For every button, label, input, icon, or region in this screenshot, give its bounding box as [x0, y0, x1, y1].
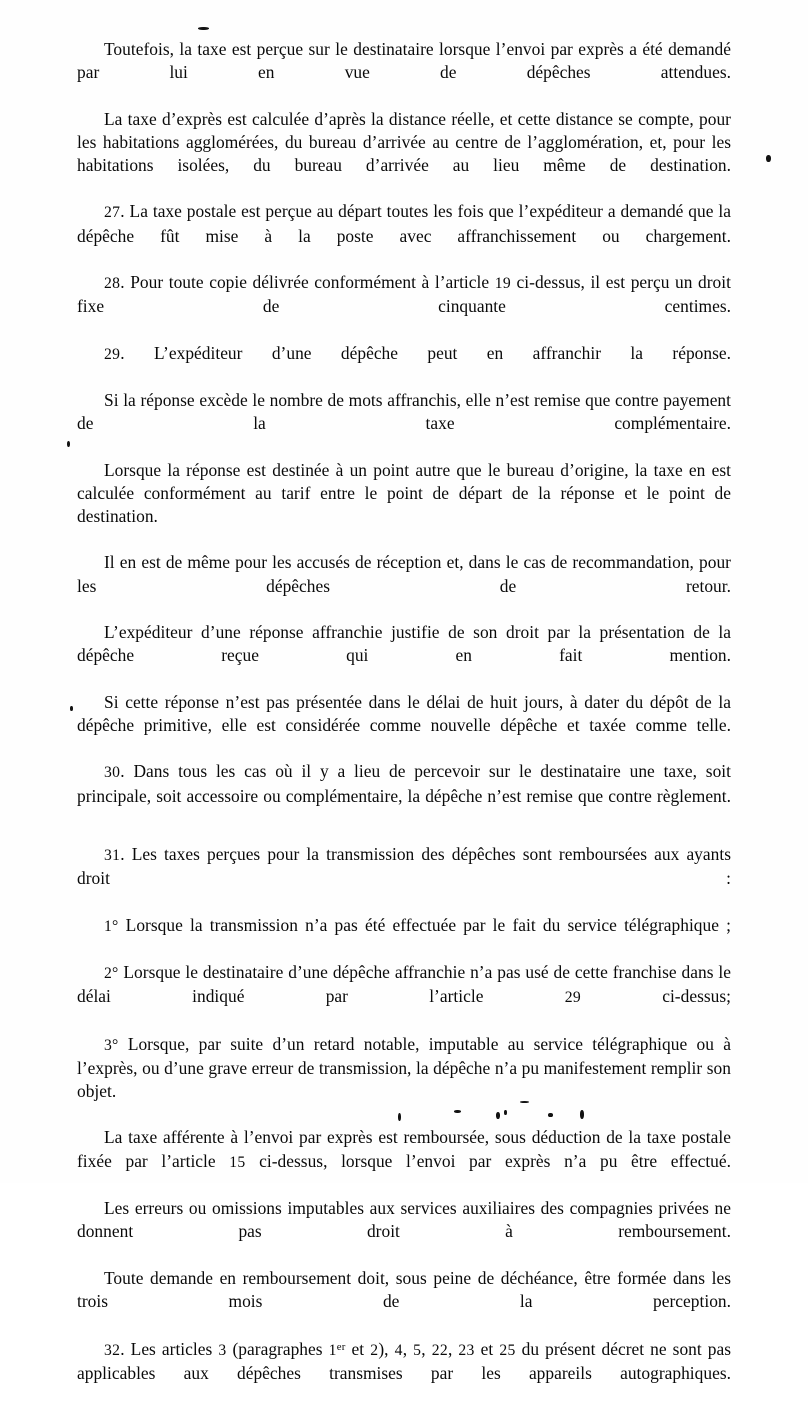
numeral: 19 — [494, 275, 511, 293]
numeral: 22 — [431, 1342, 448, 1360]
numeral: 27 — [104, 204, 121, 222]
speck-top-center — [198, 27, 209, 30]
paragraph: La taxe d’exprès est calculée d’après la distance réelle, et cette distance se compte, pour les habitations agglomérées, du bureau d’arrivée au centre de l’agglomération, et, pour les habitations isolées, du bureau d’arrivée au lieu même de destination. — [77, 108, 731, 176]
speck-below-text-1 — [398, 1113, 401, 1121]
numeral: 29 — [104, 345, 121, 363]
paragraph: Lorsque la réponse est destinée à un point autre que le bureau d’origine, la taxe en est calculée conformément au tarif entre le point de départ de la réponse et le point de destination. — [77, 459, 731, 527]
speck-left-edge-low — [70, 706, 73, 711]
paragraph: 1° Lorsque la transmission n’a pas été effectuée par le fait du service télégraphique ; — [104, 914, 731, 935]
paragraph: 29. L’expéditeur d’une dépêche peut en affranchir la réponse. — [104, 342, 731, 363]
numeral: 25 — [499, 1342, 516, 1360]
list-enumerator: 1° — [104, 917, 119, 935]
numeral: 28 — [104, 275, 121, 293]
paragraph: Toute demande en remboursement doit, sous peine de déchéance, être formée dans les trois mois de la perception. — [77, 1267, 731, 1311]
paragraph: 27. La taxe postale est perçue au départ toutes les fois que l’expéditeur a demandé que la dépêche fût mise à la poste avec affranchissement ou chargement. — [77, 201, 731, 246]
paragraph: Si cette réponse n’est pas présentée dans le délai de huit jours, à dater du dépôt de la dépêche primitive, elle est considérée comme nouvelle dépêche et taxée comme telle. — [77, 691, 731, 735]
paragraph: 31. Les taxes perçues pour la transmission des dépêches sont remboursées aux ayants droit : — [77, 843, 731, 889]
speck-below-text-2 — [454, 1110, 461, 1113]
list-enumerator: 2° — [104, 964, 119, 982]
paragraph: 28. Pour toute copie délivrée conformément à l’article 19 ci-dessus, il est perçu un droit fixe de cinquante centimes. — [77, 272, 731, 317]
paragraph: 2° Lorsque le destinataire d’une dépêche affranchie n’a pas usé de cette franchise dans le délai indiqué par l’article 29 ci-dessus; — [77, 961, 732, 1007]
speck-right-margin — [766, 155, 771, 162]
ordinal-suffix: er — [336, 1341, 346, 1354]
numeral: 29 — [564, 989, 581, 1007]
numeral: 31 — [104, 846, 121, 864]
list-enumerator: 3° — [104, 1036, 119, 1054]
paragraph: L’expéditeur d’une réponse affranchie justifie de son droit par la présentation de la dépêche reçue qui en fait mention. — [77, 622, 731, 666]
speck-below-text-4 — [504, 1110, 507, 1115]
speck-below-text-7 — [520, 1101, 529, 1103]
paragraph: Si la réponse excède le nombre de mots affranchis, elle n’est remise que contre payement de la taxe complémentaire. — [77, 390, 731, 434]
numeral: 4 — [394, 1342, 403, 1360]
paragraph: 3° Lorsque, par suite d’un retard notable, imputable au service télégraphique ou à l’exprès, ou d’une grave erreur de transmission, la dépêche n’a pu manifestement remplir son objet. — [77, 1033, 731, 1101]
speck-below-text-5 — [548, 1113, 553, 1117]
speck-left-margin — [67, 441, 70, 447]
numeral: 30 — [104, 764, 121, 782]
paragraph: La taxe afférente à l’envoi par exprès est remboursée, sous déduction de la taxe postale fixée par l’article 15 ci-dessus, lorsque l’envoi par exprès n’a pu être effectué. — [77, 1127, 731, 1171]
numeral: 32 — [104, 1342, 121, 1360]
numeral: 5 — [413, 1342, 422, 1360]
paragraph: Toutefois, la taxe est perçue sur le destinataire lorsque l’envoi par exprès a été demandé par lui en vue de dépêches attendues. — [77, 39, 731, 83]
paragraph: 30. Dans tous les cas où il y a lieu de percevoir sur le destinataire une taxe, soit principale, soit accessoire ou complémentaire, la dépêche n’est remise que contre règlement. — [77, 761, 731, 806]
speck-below-text-3 — [496, 1112, 500, 1119]
numeral: 15 — [229, 1153, 246, 1171]
paragraph: Les erreurs ou omissions imputables aux services auxiliaires des compagnies privées ne donnent pas droit à remboursement. — [77, 1197, 731, 1242]
numeral: 2 — [370, 1342, 379, 1360]
numeral: 23 — [458, 1342, 475, 1360]
paragraph: Il en est de même pour les accusés de réception et, dans le cas de recommandation, pour les dépêches de retour. — [77, 552, 731, 596]
ordinal-numeral: 1 — [328, 1342, 337, 1360]
speck-below-text-6 — [580, 1110, 584, 1119]
paragraph: 32. Les articles 3 (paragraphes 1er et 2), 4, 5, 22, 23 et 25 du présent décret ne sont pas applicables aux dépêches transmises par les appareils autographiques. — [77, 1339, 732, 1384]
numeral: 3 — [218, 1342, 227, 1360]
text-column — [77, 38, 731, 1409]
